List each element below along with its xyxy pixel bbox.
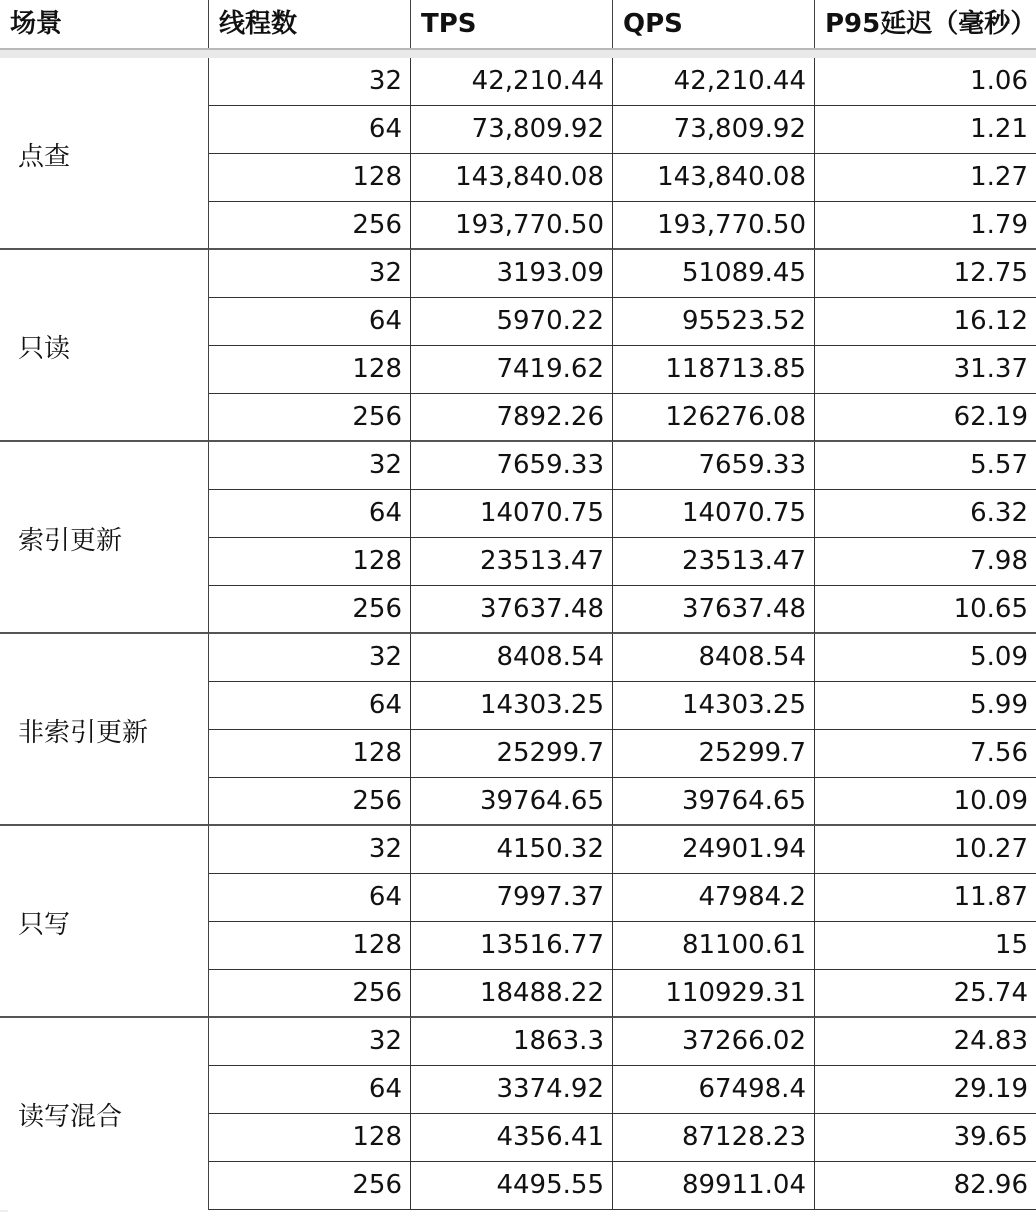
- threads-cell[interactable]: 256: [209, 586, 411, 633]
- p95-latency-cell[interactable]: 5.99: [970, 690, 1028, 720]
- p95-latency-cell[interactable]: 16.12: [953, 306, 1028, 336]
- tps-cell[interactable]: 73,809.92: [411, 106, 613, 153]
- header-cell-threads[interactable]: 线程数: [209, 0, 411, 48]
- p95-latency-cell[interactable]: 1.21: [970, 114, 1028, 144]
- header-cell-p95-latency[interactable]: P95延迟（毫秒）: [825, 9, 1036, 39]
- qps-cell[interactable]: 126276.08: [613, 394, 815, 441]
- table-row: [209, 586, 1036, 634]
- p95-latency-cell[interactable]: 10.27: [953, 834, 1028, 864]
- p95-latency-cell[interactable]: 31.37: [953, 354, 1028, 384]
- qps-cell[interactable]: 23513.47: [613, 538, 815, 585]
- threads-cell[interactable]: 32: [209, 58, 411, 105]
- tps-cell[interactable]: 18488.22: [411, 970, 613, 1017]
- scenario-label: 非索引更新: [18, 718, 149, 748]
- qps-cell[interactable]: 89911.04: [613, 1162, 815, 1209]
- p95-latency-cell[interactable]: 25.74: [953, 978, 1028, 1008]
- qps-cell[interactable]: 51089.45: [613, 250, 815, 297]
- tps-cell[interactable]: 42,210.44: [411, 58, 613, 105]
- tps-cell[interactable]: 14070.75: [411, 490, 613, 537]
- threads-cell[interactable]: 256: [209, 394, 411, 441]
- tps-cell[interactable]: 3374.92: [411, 1066, 613, 1113]
- header-row: [0, 0, 1036, 50]
- tps-cell[interactable]: 4356.41: [411, 1114, 613, 1161]
- tps-cell[interactable]: 7419.62: [411, 346, 613, 393]
- scenario-label: 只写: [18, 910, 71, 940]
- table-row: [209, 1018, 1036, 1066]
- p95-latency-cell[interactable]: 82.96: [953, 1170, 1028, 1200]
- scenario-label: 点查: [18, 142, 71, 172]
- p95-latency-cell[interactable]: 62.19: [953, 402, 1028, 432]
- threads-cell[interactable]: 256: [209, 202, 411, 249]
- p95-latency-cell[interactable]: 11.87: [953, 882, 1028, 912]
- threads-cell[interactable]: 32: [209, 250, 411, 297]
- qps-cell[interactable]: 87128.23: [613, 1114, 815, 1161]
- scenario-cell[interactable]: [0, 634, 209, 826]
- qps-cell[interactable]: 193,770.50: [613, 202, 815, 249]
- threads-cell[interactable]: 64: [209, 298, 411, 345]
- threads-cell[interactable]: 256: [209, 778, 411, 825]
- threads-cell[interactable]: 256: [209, 970, 411, 1017]
- table-row: [209, 442, 1036, 490]
- threads-cell[interactable]: 128: [209, 538, 411, 585]
- table-row: [209, 538, 1036, 586]
- threads-cell[interactable]: 128: [209, 346, 411, 393]
- p95-latency-cell[interactable]: 15: [994, 930, 1028, 960]
- p95-latency-cell[interactable]: 1.79: [970, 210, 1028, 240]
- qps-cell[interactable]: 39764.65: [613, 778, 815, 825]
- p95-latency-cell[interactable]: 6.32: [970, 498, 1028, 528]
- qps-cell[interactable]: 8408.54: [613, 634, 815, 681]
- tps-cell[interactable]: 193,770.50: [411, 202, 613, 249]
- qps-cell[interactable]: 7659.33: [613, 442, 815, 489]
- p95-latency-cell[interactable]: 10.09: [953, 786, 1028, 816]
- p95-latency-cell[interactable]: 7.56: [970, 738, 1028, 768]
- table-row: [209, 346, 1036, 394]
- tps-cell[interactable]: 7997.37: [411, 874, 613, 921]
- threads-cell[interactable]: 64: [209, 490, 411, 537]
- table-row: [209, 874, 1036, 922]
- qps-cell[interactable]: 73,809.92: [613, 106, 815, 153]
- qps-cell[interactable]: 95523.52: [613, 298, 815, 345]
- threads-cell[interactable]: 64: [209, 874, 411, 921]
- tps-cell[interactable]: 5970.22: [411, 298, 613, 345]
- qps-cell[interactable]: 14303.25: [613, 682, 815, 729]
- tps-cell[interactable]: 25299.7: [411, 730, 613, 777]
- qps-cell[interactable]: 110929.31: [613, 970, 815, 1017]
- threads-cell[interactable]: 32: [209, 442, 411, 489]
- p95-latency-cell[interactable]: 24.83: [953, 1026, 1028, 1056]
- header-cell-tps[interactable]: TPS: [411, 0, 613, 48]
- tps-cell[interactable]: 14303.25: [411, 682, 613, 729]
- p95-latency-cell[interactable]: 5.09: [970, 642, 1028, 672]
- p95-latency-cell[interactable]: 10.65: [953, 594, 1028, 624]
- table-row: [209, 826, 1036, 874]
- qps-cell[interactable]: 37637.48: [613, 586, 815, 633]
- tps-cell[interactable]: 37637.48: [411, 586, 613, 633]
- qps-cell[interactable]: 24901.94: [613, 826, 815, 873]
- table-row: [209, 1066, 1036, 1114]
- qps-cell[interactable]: 42,210.44: [613, 58, 815, 105]
- qps-cell[interactable]: 81100.61: [613, 922, 815, 969]
- tps-cell[interactable]: 4150.32: [411, 826, 613, 873]
- qps-cell[interactable]: 67498.4: [613, 1066, 815, 1113]
- threads-cell[interactable]: 32: [209, 1018, 411, 1065]
- p95-latency-cell[interactable]: 39.65: [953, 1122, 1028, 1152]
- threads-cell[interactable]: 64: [209, 682, 411, 729]
- threads-cell[interactable]: 64: [209, 106, 411, 153]
- threads-cell[interactable]: 128: [209, 1114, 411, 1161]
- tps-cell[interactable]: 23513.47: [411, 538, 613, 585]
- threads-cell[interactable]: 128: [209, 154, 411, 201]
- qps-cell[interactable]: 14070.75: [613, 490, 815, 537]
- scenario-cell[interactable]: [0, 58, 209, 250]
- table-row: [209, 394, 1036, 442]
- scenario-label: 只读: [18, 334, 71, 364]
- table-row: [209, 1162, 1036, 1210]
- table-row: [209, 154, 1036, 202]
- header-cell-qps[interactable]: QPS: [613, 0, 815, 48]
- qps-cell[interactable]: 118713.85: [613, 346, 815, 393]
- tps-cell[interactable]: 39764.65: [411, 778, 613, 825]
- p95-latency-cell[interactable]: 5.57: [970, 450, 1028, 480]
- tps-cell[interactable]: 3193.09: [411, 250, 613, 297]
- table-row: [209, 730, 1036, 778]
- table-row: [209, 1114, 1036, 1162]
- qps-cell[interactable]: 37266.02: [613, 1018, 815, 1065]
- p95-latency-cell[interactable]: 1.27: [970, 162, 1028, 192]
- threads-cell[interactable]: 128: [209, 922, 411, 969]
- scenario-cell[interactable]: [0, 826, 209, 1018]
- scenario-cell[interactable]: [0, 250, 209, 442]
- scenario-label: 索引更新: [18, 526, 123, 556]
- table-row: [209, 682, 1036, 730]
- table-row: [209, 490, 1036, 538]
- tps-cell[interactable]: 4495.55: [411, 1162, 613, 1209]
- scenario-cell[interactable]: [0, 442, 209, 634]
- table-row: [209, 970, 1036, 1018]
- threads-cell[interactable]: 32: [209, 826, 411, 873]
- p95-latency-cell[interactable]: 1.06: [970, 66, 1028, 96]
- table-row: [209, 778, 1036, 826]
- qps-cell[interactable]: 143,840.08: [613, 154, 815, 201]
- table-row: [209, 298, 1036, 346]
- table-row: [209, 106, 1036, 154]
- header-separator: [0, 50, 1036, 58]
- tps-cell[interactable]: 8408.54: [411, 634, 613, 681]
- table-row: [209, 634, 1036, 682]
- threads-cell[interactable]: 64: [209, 1066, 411, 1113]
- p95-latency-cell[interactable]: 29.19: [953, 1074, 1028, 1104]
- scenario-label: 读写混合: [18, 1102, 123, 1132]
- threads-cell[interactable]: 32: [209, 634, 411, 681]
- tps-cell[interactable]: 1863.3: [411, 1018, 613, 1065]
- tps-cell[interactable]: 13516.77: [411, 922, 613, 969]
- scenario-cell[interactable]: [0, 1018, 209, 1210]
- tps-cell[interactable]: 143,840.08: [411, 154, 613, 201]
- qps-cell[interactable]: 47984.2: [613, 874, 815, 921]
- qps-cell[interactable]: 25299.7: [613, 730, 815, 777]
- threads-cell[interactable]: 128: [209, 730, 411, 777]
- table-row: [209, 922, 1036, 970]
- table-row: [209, 58, 1036, 106]
- tps-cell[interactable]: 7892.26: [411, 394, 613, 441]
- table-row: [209, 202, 1036, 250]
- header-cell-scenario[interactable]: 场景: [0, 0, 209, 48]
- tps-cell[interactable]: 7659.33: [411, 442, 613, 489]
- table-row: [209, 250, 1036, 298]
- threads-cell[interactable]: 256: [209, 1162, 411, 1209]
- p95-latency-cell[interactable]: 12.75: [953, 258, 1028, 288]
- p95-latency-cell[interactable]: 7.98: [970, 546, 1028, 576]
